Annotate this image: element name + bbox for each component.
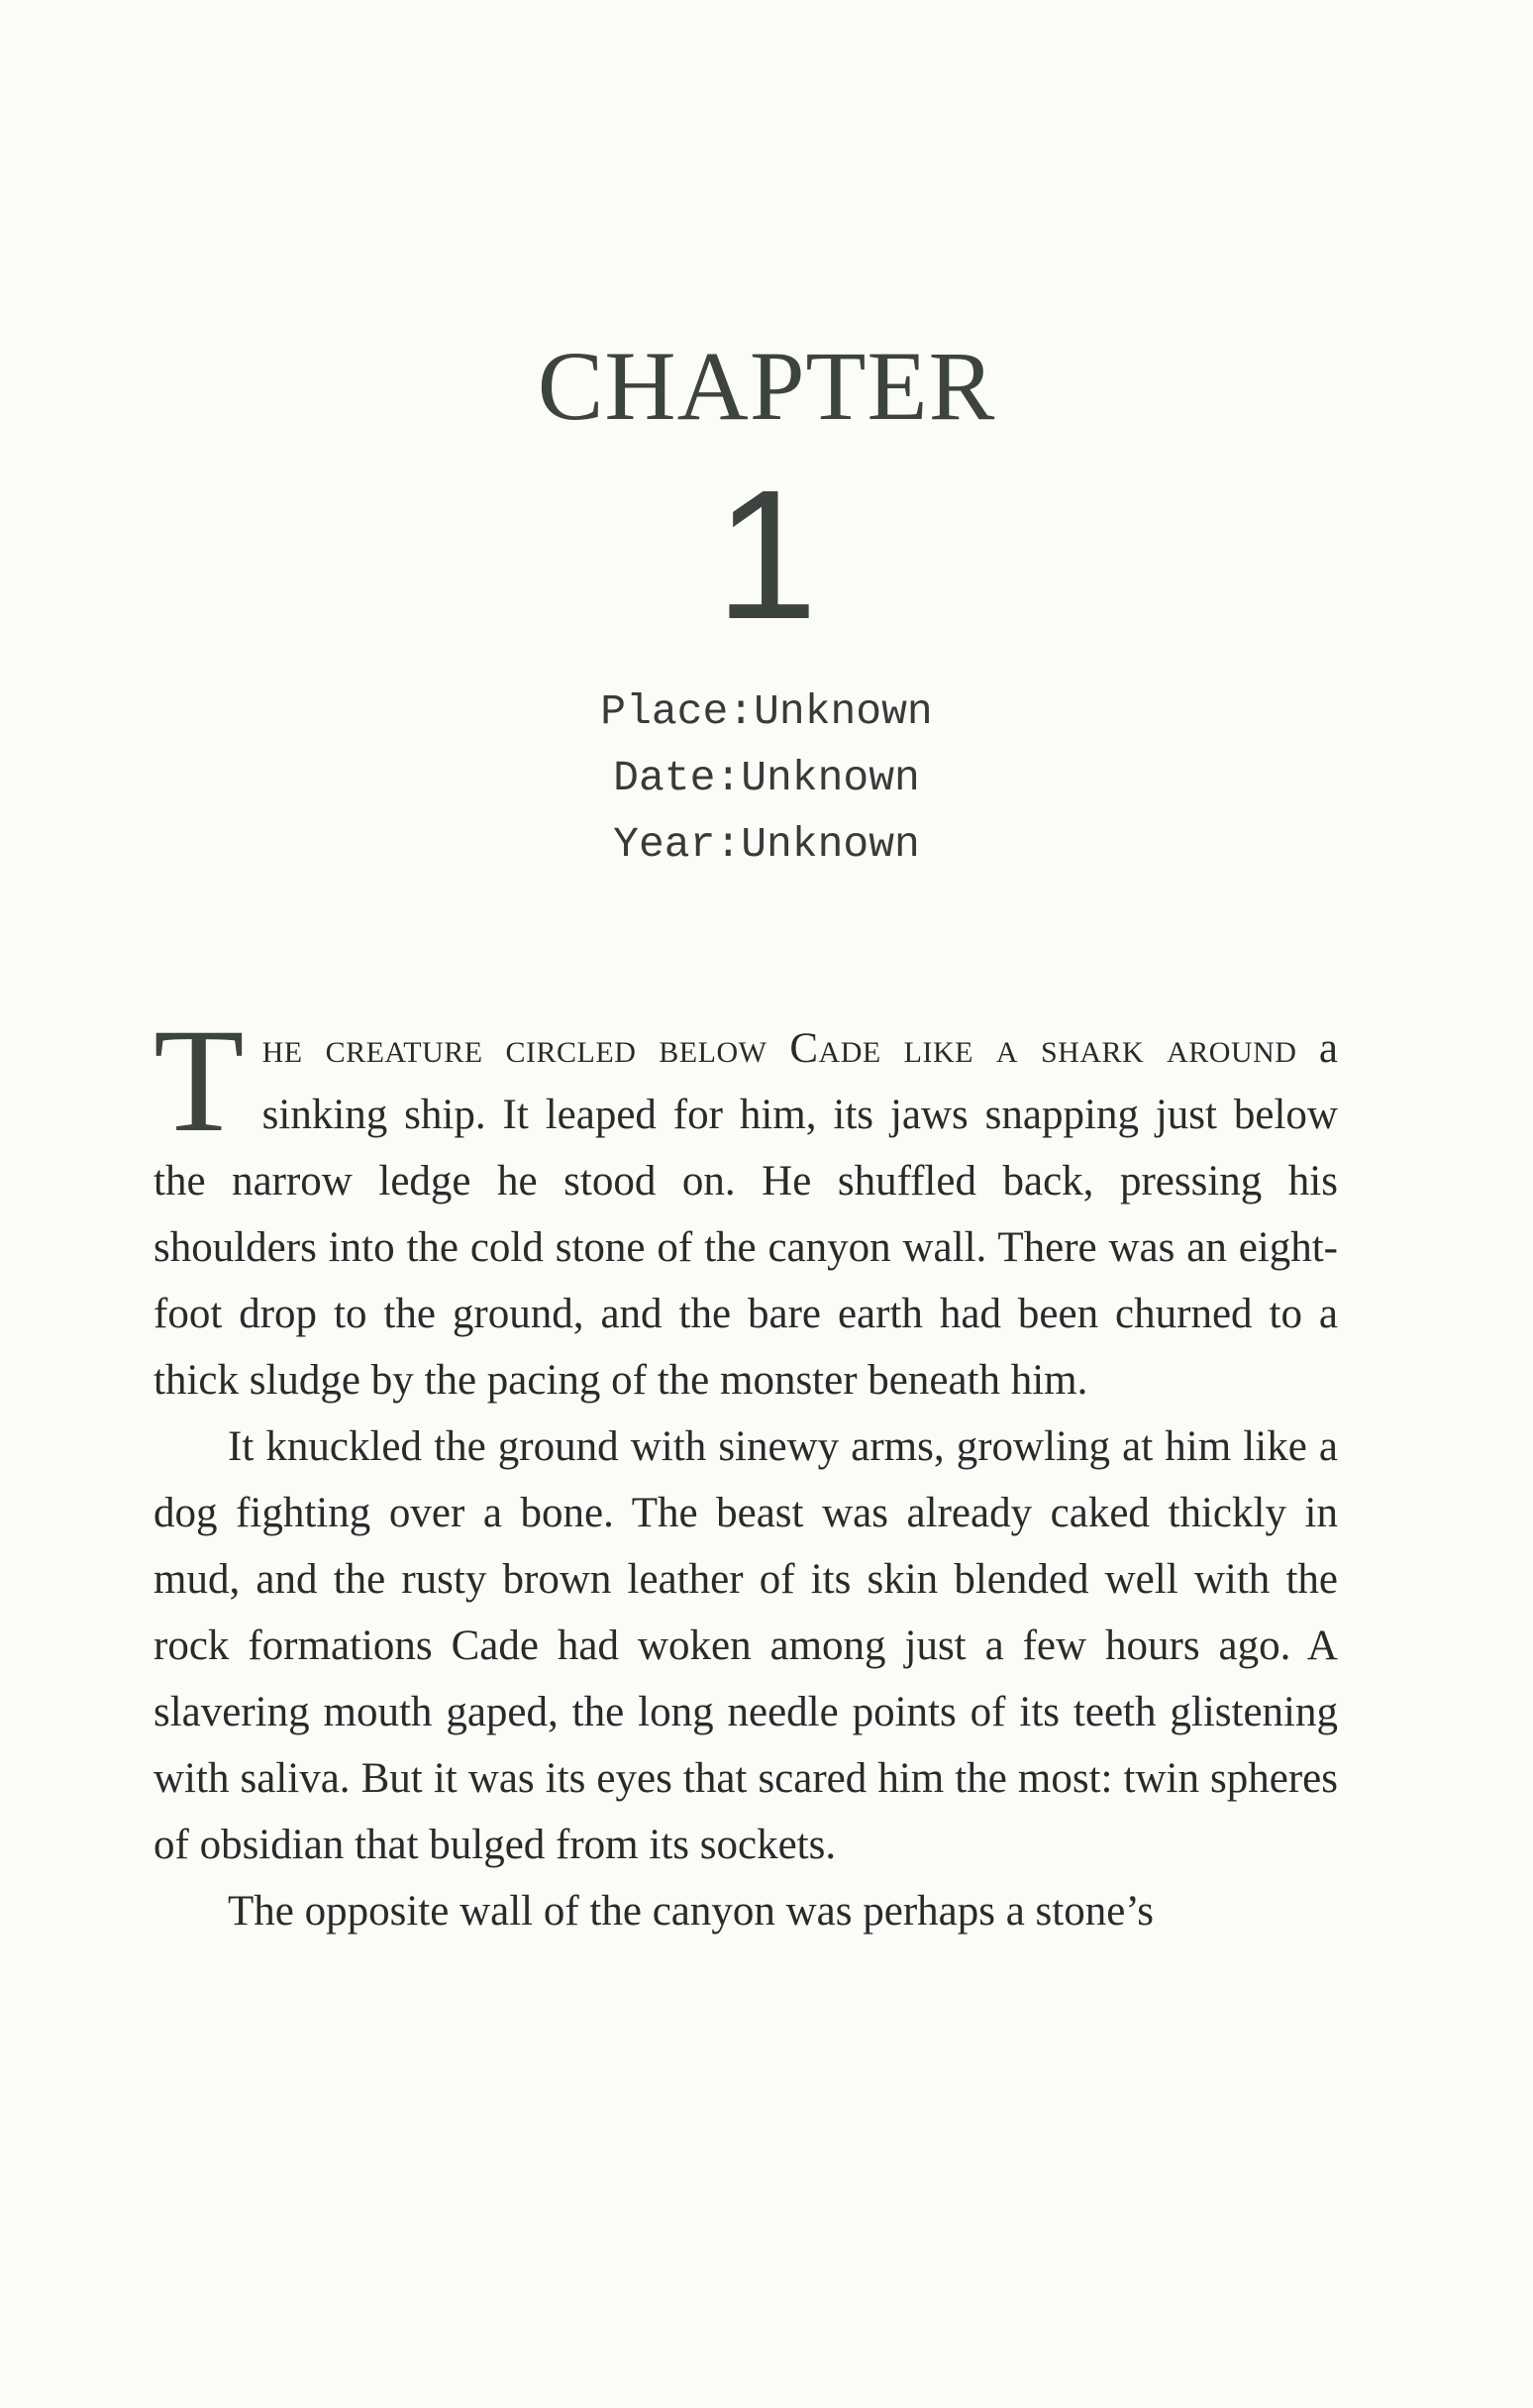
opening-small-caps: he creature circled below Cade like a shark around: [261, 1025, 1297, 1072]
paragraph-1: [153, 998, 1338, 1413]
chapter-number: 1: [715, 453, 818, 658]
paragraph-1-text: a sinking ship. It leaped for him, its jaws snapping just below the narrow ledge he stood on. He shuffled back, pressing his shoulders into the cold stone of the canyon wall. There was an eight-foot drop to the ground, and the bare earth had been churned to a thick sludge by the pacing of the monster beneath him.: [153, 1025, 1338, 1404]
meta-year: Year:Unknown: [613, 820, 920, 869]
drop-cap: T: [153, 998, 245, 1163]
meta-date: Date:Unknown: [613, 754, 920, 802]
chapter-body: [153, 998, 1338, 1944]
chapter-heading: CHAPTER: [537, 331, 996, 441]
chapter-meta: [0, 679, 1533, 878]
paragraph-2: It knuckled the ground with sinewy arms, growling at him like a dog fighting over a bone. The beast was already caked thickly in mud, and the rusty brown leather of its skin blended well with the rock formations Cade had woken among just a few hours ago. A slavering mouth gaped, the long needle points of its teeth glistening with saliva. But it was its eyes that scared him the most: twin spheres of obsidian that bulged from its sockets.: [153, 1423, 1338, 1868]
paragraph-3: The opposite wall of the canyon was perhaps a stone’s: [228, 1888, 1154, 1935]
meta-place: Place:Unknown: [600, 687, 933, 736]
